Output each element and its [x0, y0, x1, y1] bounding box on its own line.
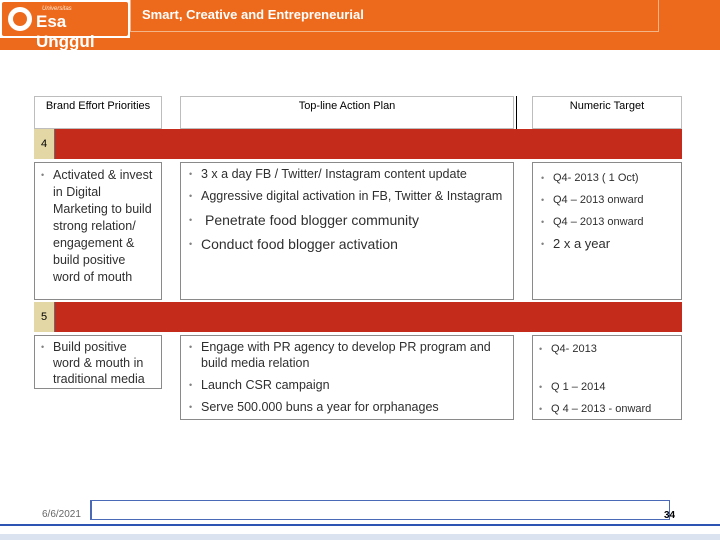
section-4-strip — [34, 129, 682, 159]
footer-date: 6/6/2021 — [42, 509, 81, 520]
section-4-number: 4 — [40, 138, 48, 150]
section-4-target-cell — [532, 162, 682, 300]
column-header-plan-label: Top-line Action Plan — [298, 100, 396, 112]
list-item: • Q 4 – 2013 - onward — [537, 402, 677, 416]
list-item: • Activated & invest in Digital Marketing to build strong relation/ engagement & build positive word of mouth — [39, 167, 155, 286]
list-item: • 2 x a year — [539, 237, 677, 251]
list-item: • 3 x a day FB / Twitter/ Instagram content update — [187, 166, 507, 182]
list-item: • Launch CSR campaign — [187, 377, 507, 393]
footer-rule — [0, 524, 720, 526]
section-5-brand-cell — [34, 335, 162, 389]
column-header-target-label: Numeric Target — [569, 100, 645, 112]
list-item: • Q4 – 2013 onward — [539, 193, 677, 207]
column-divider — [516, 96, 517, 129]
section-5-strip — [34, 302, 682, 332]
logo-small-text: Universitas — [42, 6, 72, 12]
list-item: • Conduct food blogger activation — [187, 236, 507, 252]
section-4-number-tab — [34, 129, 55, 159]
list-item: • Q4- 2013 — [537, 342, 677, 356]
section-4-plan-cell — [180, 162, 514, 300]
list-item: • Q4 – 2013 onward — [539, 215, 677, 229]
footer-bar — [90, 500, 670, 520]
column-header-target — [532, 96, 682, 129]
list-item: • Serve 500.000 buns a year for orphanages — [187, 399, 507, 415]
logo — [2, 2, 128, 51]
section-5-number: 5 — [40, 311, 48, 323]
list-item: • Aggressive digital activation in FB, Twitter & Instagram — [187, 188, 507, 204]
list-item: • Engage with PR agency to develop PR program and build media relation — [187, 339, 507, 371]
section-5-number-tab — [34, 302, 55, 332]
section-5-plan-cell — [180, 335, 514, 420]
footer-edge — [0, 534, 720, 540]
column-header-brand-label: Brand Effort Priorities — [45, 100, 151, 112]
page-number: 34 — [664, 510, 676, 521]
section-5-target-cell — [532, 335, 682, 420]
logo-text: Esa Unggul — [36, 12, 95, 51]
section-4-brand-cell — [34, 162, 162, 300]
list-item: • Q4- 2013 ( 1 Oct) — [539, 171, 677, 185]
column-header-brand — [34, 96, 162, 129]
list-item: • Penetrate food blogger community — [187, 212, 507, 228]
logo-icon — [8, 7, 32, 31]
list-item: • Build positive word & mouth in traditional media — [39, 339, 155, 387]
list-item: • Q 1 – 2014 — [537, 380, 677, 394]
logo-area — [0, 0, 130, 51]
tagline: Smart, Creative and Entrepreneurial — [142, 7, 364, 22]
column-header-plan — [180, 96, 514, 129]
